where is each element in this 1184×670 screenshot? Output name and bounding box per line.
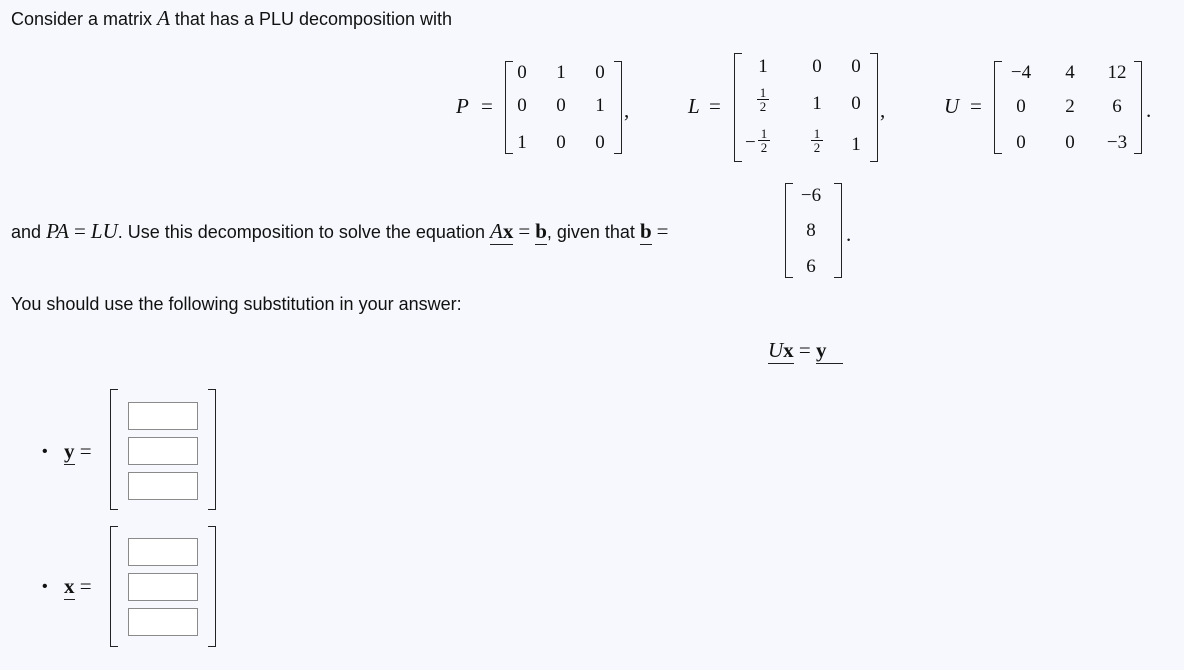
matrix-cell: 0 [517, 95, 527, 116]
b-symbol: b [535, 219, 547, 243]
matrix-cell-fraction: $\frac{1}{2}$ [811, 127, 823, 154]
matrix-cell: 1 [812, 93, 822, 114]
period: . [1146, 98, 1152, 122]
bullet: • [42, 578, 48, 595]
matrix-a-symbol: A [157, 6, 170, 30]
vector-cell: 6 [806, 256, 816, 277]
vector-cell: 8 [806, 220, 816, 241]
bracket-left [110, 526, 118, 647]
bracket-left [110, 389, 118, 510]
matrix-cell: 0 [1016, 96, 1026, 117]
bracket-right [834, 183, 842, 278]
matrix-cell: 0 [851, 56, 861, 77]
comma: , [624, 98, 630, 122]
equation-sentence: and PA = LU. Use this decomposition to solve the equation Ax = b, given that b = [11, 219, 669, 243]
matrix-cell: 1 [758, 56, 768, 77]
matrix-cell: 1 [595, 95, 605, 116]
bullet: • [42, 443, 48, 460]
answer-x-input-3[interactable] [128, 608, 198, 636]
matrix-cell: 1 [517, 132, 527, 153]
bracket-right [208, 389, 216, 510]
minus-sign: − [745, 132, 756, 153]
matrix-p-label: P [456, 94, 469, 118]
matrix-cell: 0 [812, 56, 822, 77]
period: . [846, 222, 852, 246]
answer-y-label: y = [64, 439, 92, 463]
matrix-cell: 0 [595, 132, 605, 153]
intro-text: Consider a matrix A that has a PLU decomposition with [11, 6, 453, 30]
matrix-cell: 4 [1065, 62, 1075, 83]
answer-y-input-1[interactable] [128, 402, 198, 430]
equals-sign: = [709, 94, 721, 118]
equals-sign: = [518, 219, 531, 243]
matrix-u-label: U [944, 94, 960, 118]
comma: , [880, 98, 886, 122]
bracket-left [734, 53, 742, 162]
matrix-cell: 2 [1065, 96, 1075, 117]
equals-sign: = [481, 94, 493, 118]
matrix-cell: −3 [1106, 132, 1128, 153]
matrix-cell: 1 [556, 62, 566, 83]
lu-symbol: LU [90, 219, 118, 243]
matrix-cell: 0 [851, 93, 861, 114]
matrix-l-label: L [688, 94, 700, 118]
matrix-cell: 0 [556, 132, 566, 153]
matrix-cell: 0 [1065, 132, 1075, 153]
answer-y-input-3[interactable] [128, 472, 198, 500]
equals-sign: = [970, 94, 982, 118]
pa-symbol: PA [46, 219, 70, 243]
matrix-cell: 0 [556, 95, 566, 116]
matrix-cell: 0 [1016, 132, 1026, 153]
substitution-equation: Ux = y [768, 338, 843, 363]
matrix-cell: 6 [1112, 96, 1122, 117]
answer-y-input-2[interactable] [128, 437, 198, 465]
bracket-right [208, 526, 216, 647]
substitution-note: You should use the following substitution in your answer: [11, 294, 462, 314]
answer-x-label: x = [64, 574, 92, 598]
equals-sign: = [74, 219, 86, 243]
equals-sign: = [656, 219, 669, 243]
matrix-cell: 0 [595, 62, 605, 83]
matrix-cell: 0 [517, 62, 527, 83]
matrix-cell: −4 [1010, 62, 1032, 83]
matrix-cell-fraction: $\frac{1}{2}$ [758, 127, 770, 154]
answer-x-input-2[interactable] [128, 573, 198, 601]
matrix-cell: 1 [851, 134, 861, 155]
answer-x-input-1[interactable] [128, 538, 198, 566]
vector-cell: −6 [800, 185, 822, 206]
matrix-cell: 12 [1107, 62, 1127, 83]
b-symbol: b [639, 219, 652, 243]
matrix-cell-fraction: $\frac{1}{2}$ [757, 86, 769, 113]
